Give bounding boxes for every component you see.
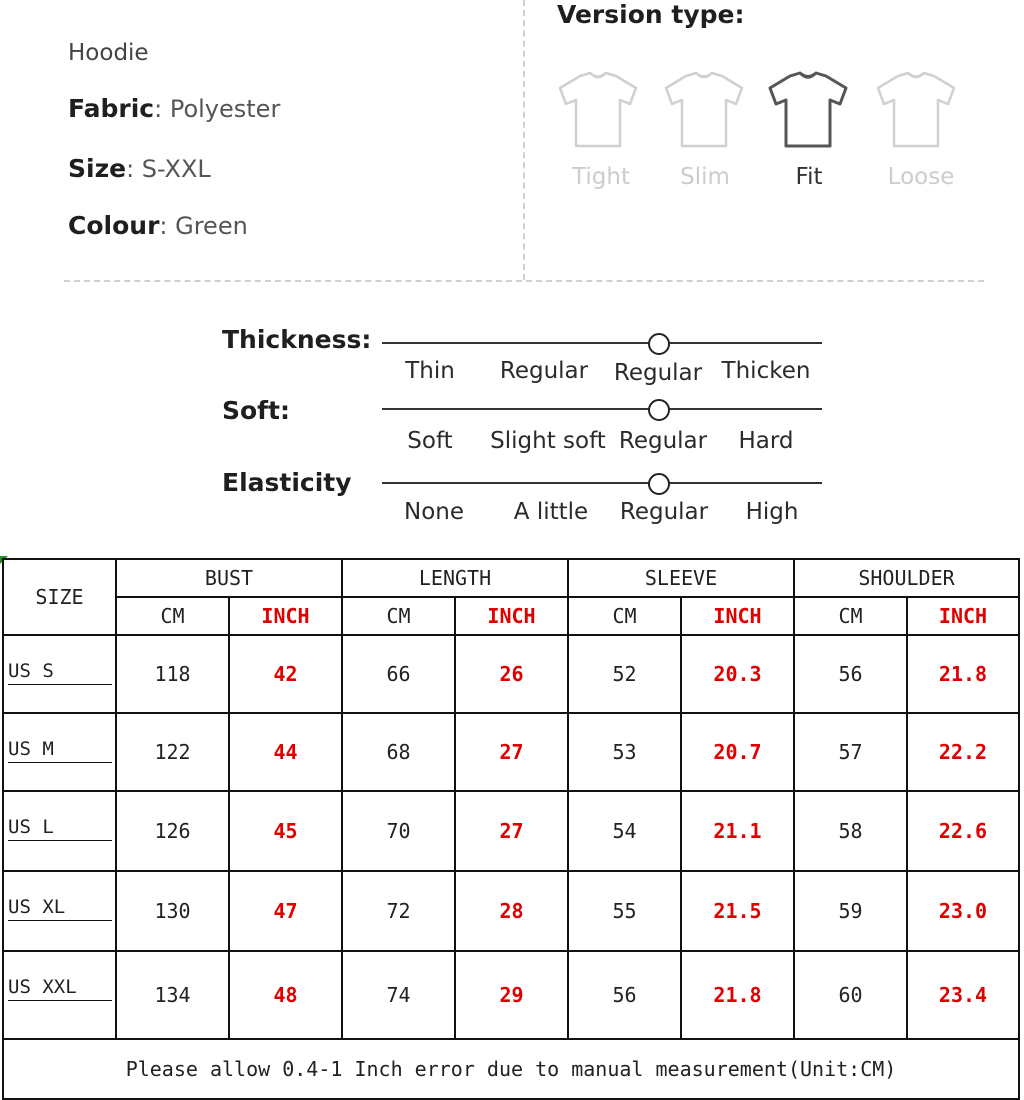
unit-inch: INCH xyxy=(907,597,1019,635)
size-value: : S-XXL xyxy=(126,155,211,183)
size-name: US L xyxy=(8,816,112,841)
unit-cm: CM xyxy=(116,597,229,635)
unit-cm: CM xyxy=(568,597,681,635)
soft-option: Soft xyxy=(407,428,453,454)
thickness-indicator xyxy=(648,333,670,355)
unit-inch: INCH xyxy=(681,597,794,635)
inch-value: 20.7 xyxy=(681,713,794,791)
thickness-option: Regular xyxy=(499,358,589,384)
inch-value: 22.2 xyxy=(907,713,1019,791)
sleeve-header: SLEEVE xyxy=(568,559,794,597)
inch-value: 47 xyxy=(229,871,342,951)
table-row xyxy=(3,791,1019,871)
cm-value: 68 xyxy=(342,713,455,791)
product-title: Hoodie xyxy=(68,40,149,66)
unit-header-row xyxy=(3,597,1019,635)
fabric-spec xyxy=(68,94,280,123)
size-spec xyxy=(68,154,211,183)
inch-value: 45 xyxy=(229,791,342,871)
inch-value: 44 xyxy=(229,713,342,791)
table-row xyxy=(3,635,1019,713)
unit-cm: CM xyxy=(794,597,907,635)
inch-value: 23.4 xyxy=(907,951,1019,1039)
group-header-row xyxy=(3,559,1019,597)
thickness-option: Thicken xyxy=(721,358,811,384)
soft-option: Regular xyxy=(618,428,708,454)
size-name: US S xyxy=(8,660,112,685)
size-label: Size xyxy=(68,154,127,183)
version-option-fit: Fit xyxy=(795,164,823,190)
cm-value: 56 xyxy=(794,635,907,713)
soft-option: Hard xyxy=(738,428,794,454)
inch-value: 21.8 xyxy=(681,951,794,1039)
shoulder-header: SHOULDER xyxy=(794,559,1019,597)
fabric-label: Fabric xyxy=(68,94,155,123)
cm-value: 56 xyxy=(568,951,681,1039)
thickness-option: Thin xyxy=(405,358,455,384)
colour-label: Colour xyxy=(68,211,160,240)
tshirt-tight-icon xyxy=(558,70,638,150)
inch-value: 21.1 xyxy=(681,791,794,871)
inch-value: 28 xyxy=(455,871,568,951)
cm-value: 70 xyxy=(342,791,455,871)
inch-value: 21.5 xyxy=(681,871,794,951)
note-row xyxy=(3,1039,1019,1099)
version-option-tight: Tight xyxy=(572,164,630,190)
thickness-label: Thickness: xyxy=(222,325,372,354)
elasticity-option: A little xyxy=(513,499,589,525)
cm-value: 74 xyxy=(342,951,455,1039)
size-cell xyxy=(3,713,116,791)
tshirt-slim-icon xyxy=(664,70,744,150)
version-type-title: Version type: xyxy=(557,0,745,29)
tshirt-fit-icon xyxy=(768,70,848,150)
unit-inch: INCH xyxy=(229,597,342,635)
measurement-note: Please allow 0.4-1 Inch error due to manual measurement(Unit:CM) xyxy=(3,1039,1019,1099)
bust-header: BUST xyxy=(116,559,342,597)
thickness-option: Regular xyxy=(613,360,703,386)
unit-inch: INCH xyxy=(455,597,568,635)
colour-spec xyxy=(68,211,248,240)
table-row xyxy=(3,871,1019,951)
size-cell xyxy=(3,871,116,951)
inch-value: 26 xyxy=(455,635,568,713)
elasticity-label: Elasticity xyxy=(222,468,352,497)
inch-value: 48 xyxy=(229,951,342,1039)
cm-value: 59 xyxy=(794,871,907,951)
cm-value: 126 xyxy=(116,791,229,871)
cm-value: 55 xyxy=(568,871,681,951)
fabric-value: : Polyester xyxy=(154,95,281,123)
length-header: LENGTH xyxy=(342,559,568,597)
inch-value: 22.6 xyxy=(907,791,1019,871)
soft-label: Soft: xyxy=(222,396,291,425)
inch-value: 21.8 xyxy=(907,635,1019,713)
vertical-divider xyxy=(523,0,525,280)
unit-cm: CM xyxy=(342,597,455,635)
size-cell xyxy=(3,791,116,871)
size-name: US XXL xyxy=(8,976,112,1001)
inch-value: 27 xyxy=(455,791,568,871)
cm-value: 72 xyxy=(342,871,455,951)
size-name: US M xyxy=(8,738,112,763)
size-header: SIZE xyxy=(3,559,116,635)
cm-value: 52 xyxy=(568,635,681,713)
horizontal-divider xyxy=(64,280,984,282)
cm-value: 60 xyxy=(794,951,907,1039)
soft-option: Slight soft xyxy=(490,428,606,454)
tshirt-loose-icon xyxy=(876,70,956,150)
cm-value: 53 xyxy=(568,713,681,791)
size-name: US XL xyxy=(8,896,112,921)
cm-value: 134 xyxy=(116,951,229,1039)
elasticity-indicator xyxy=(648,473,670,495)
cm-value: 130 xyxy=(116,871,229,951)
elasticity-scale xyxy=(382,482,822,484)
table-row xyxy=(3,951,1019,1039)
elasticity-option: Regular xyxy=(619,499,709,525)
cm-value: 54 xyxy=(568,791,681,871)
soft-indicator xyxy=(648,399,670,421)
cm-value: 122 xyxy=(116,713,229,791)
table-row xyxy=(3,713,1019,791)
size-cell xyxy=(3,635,116,713)
cm-value: 66 xyxy=(342,635,455,713)
version-option-slim: Slim xyxy=(680,164,730,190)
soft-scale xyxy=(382,408,822,410)
inch-value: 20.3 xyxy=(681,635,794,713)
thickness-scale xyxy=(382,342,822,344)
elasticity-option: None xyxy=(403,499,464,525)
inch-value: 27 xyxy=(455,713,568,791)
inch-value: 23.0 xyxy=(907,871,1019,951)
size-cell xyxy=(3,951,116,1039)
inch-value: 29 xyxy=(455,951,568,1039)
version-option-loose: Loose xyxy=(887,164,955,190)
cm-value: 57 xyxy=(794,713,907,791)
cm-value: 58 xyxy=(794,791,907,871)
size-chart-table xyxy=(2,558,1020,1100)
colour-value: : Green xyxy=(159,212,248,240)
elasticity-option: High xyxy=(745,499,799,525)
cm-value: 118 xyxy=(116,635,229,713)
inch-value: 42 xyxy=(229,635,342,713)
